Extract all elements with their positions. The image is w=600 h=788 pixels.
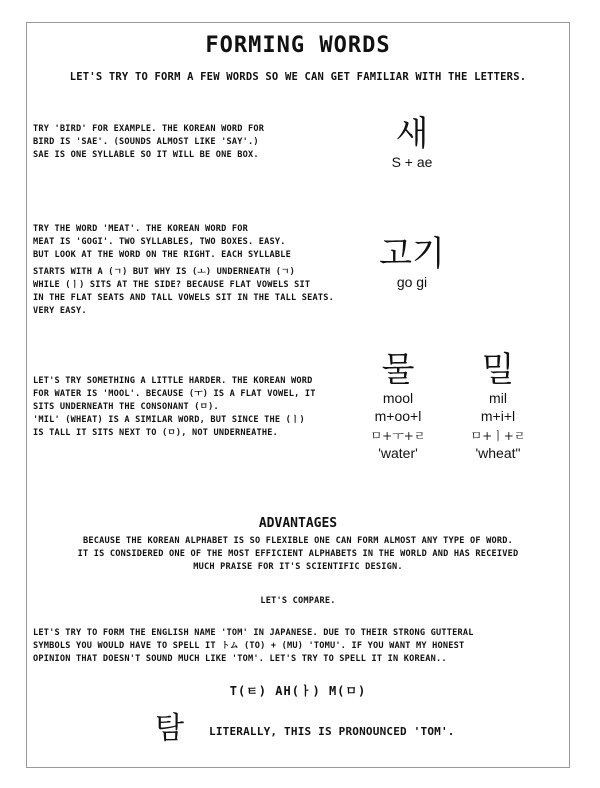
korean-tom: 탐 <box>155 711 184 746</box>
text-line: SYMBOLS YOU WOULD HAVE TO SPELL IT トム (TO) + (MU) 'TOMU'. IF YOU WANT MY HONEST <box>33 641 465 651</box>
result-text: LITERALLY, THIS IS PRONOUNCED 'TOM'. <box>209 725 455 738</box>
page-title: FORMING WORDS <box>205 33 391 58</box>
text-line: BIRD IS 'SAE'. (SOUNDS ALMOST LIKE 'SAY'.) <box>33 137 259 147</box>
example-bird-glyph <box>367 115 457 171</box>
text-line: LET'S TRY SOMETHING A LITTLE HARDER. THE KOREAN WORD <box>33 376 313 386</box>
page-subtitle: LET'S TRY TO FORM A FEW WORDS SO WE CAN GET FAMILIAR WITH THE LETTERS. <box>69 71 527 83</box>
text-line: MEAT IS 'GOGI'. TWO SYLLABLES, TWO BOXES. EASY. <box>33 237 286 247</box>
compare-line: LET'S COMPARE. <box>260 596 336 606</box>
text-line: SITS UNDERNEATH THE CONSONANT (ㅁ). <box>33 402 219 412</box>
text-line: FOR WATER IS 'MOOL'. BECAUSE (ㅜ) IS A FLAT VOWEL, IT <box>33 389 316 399</box>
tom-result <box>155 711 485 751</box>
romanization: S + ae <box>391 154 433 170</box>
page-frame <box>26 22 570 768</box>
word-wheat <box>453 351 543 462</box>
tom-paragraph <box>33 627 474 666</box>
romanization: mil <box>489 390 507 406</box>
text-line: OPINION THAT DOESN'T SOUND MUCH LIKE 'TOM'. LET'S TRY TO SPELL IT IN KOREAN.. <box>33 654 447 664</box>
letter-formula: m+i+l <box>480 408 516 424</box>
text-line: IT IS CONSIDERED ONE OF THE MOST EFFICIENT ALPHABETS IN THE WORLD AND HAS RECEIVED <box>77 549 519 559</box>
text-line: WHILE (ㅣ) SITS AT THE SIDE? BECAUSE FLAT VOWELS SIT <box>33 280 311 290</box>
example-water-text <box>33 375 316 440</box>
advantages-heading: ADVANTAGES <box>258 516 338 531</box>
example-bird-text <box>33 123 264 162</box>
example-meat-text <box>33 223 334 318</box>
text-line: TRY 'BIRD' FOR EXAMPLE. THE KOREAN WORD FOR <box>33 124 265 134</box>
text-line: TRY THE WORD 'MEAT'. THE KOREAN WORD FOR <box>33 224 248 234</box>
jamo-formula: ㅁ+ㅣ+ㄹ <box>470 429 526 443</box>
tom-spelling: T(ㅌ) AH(ㅏ) M(ㅁ) <box>229 684 367 698</box>
word-water <box>353 351 443 462</box>
text-line: LET'S TRY TO FORM THE ENGLISH NAME 'TOM' IN JAPANESE. DUE TO THEIR STRONG GUTTERAL <box>33 628 474 638</box>
text-line: SAE IS ONE SYLLABLE SO IT WILL BE ONE BOX. <box>33 150 259 160</box>
text-line: IN THE FLAT SEATS AND TALL VOWELS SIT IN THE TALL SEATS. <box>33 293 334 303</box>
word-meaning: 'wheat" <box>475 445 521 461</box>
jamo-formula: ㅁ+ㅜ+ㄹ <box>370 429 426 443</box>
romanization: mool <box>382 390 414 406</box>
korean-word: 밀 <box>481 350 515 390</box>
text-line: MUCH PRAISE FOR IT'S SCIENTIFIC DESIGN. <box>193 562 403 572</box>
word-meaning: 'water' <box>378 445 418 461</box>
advantages-text <box>27 535 569 574</box>
korean-word: 물 <box>381 350 415 390</box>
text-line: VERY EASY. <box>33 306 87 316</box>
text-line: BECAUSE THE KOREAN ALPHABET IS SO FLEXIBLE ONE CAN FORM ALMOST ANY TYPE OF WORD. <box>83 536 513 546</box>
text-line: STARTS WITH A (ㄱ) BUT WHY IS (ㅗ) UNDERNEATH (ㄱ) <box>33 267 295 277</box>
romanization: go gi <box>396 274 428 290</box>
text-line: IS TALL IT SITS NEXT TO (ㅁ), NOT UNDERNEATHE. <box>33 428 278 438</box>
letter-formula: m+oo+l <box>374 408 422 424</box>
korean-word: 고기 <box>379 234 445 274</box>
text-line: 'MIL' (WHEAT) IS A SIMILAR WORD, BUT SINCE THE (ㅣ) <box>33 415 305 425</box>
text-line: BUT LOOK AT THE WORD ON THE RIGHT. EACH SYLLABLE <box>33 250 291 260</box>
example-meat-glyph <box>367 235 457 291</box>
korean-word: 새 <box>395 114 429 154</box>
